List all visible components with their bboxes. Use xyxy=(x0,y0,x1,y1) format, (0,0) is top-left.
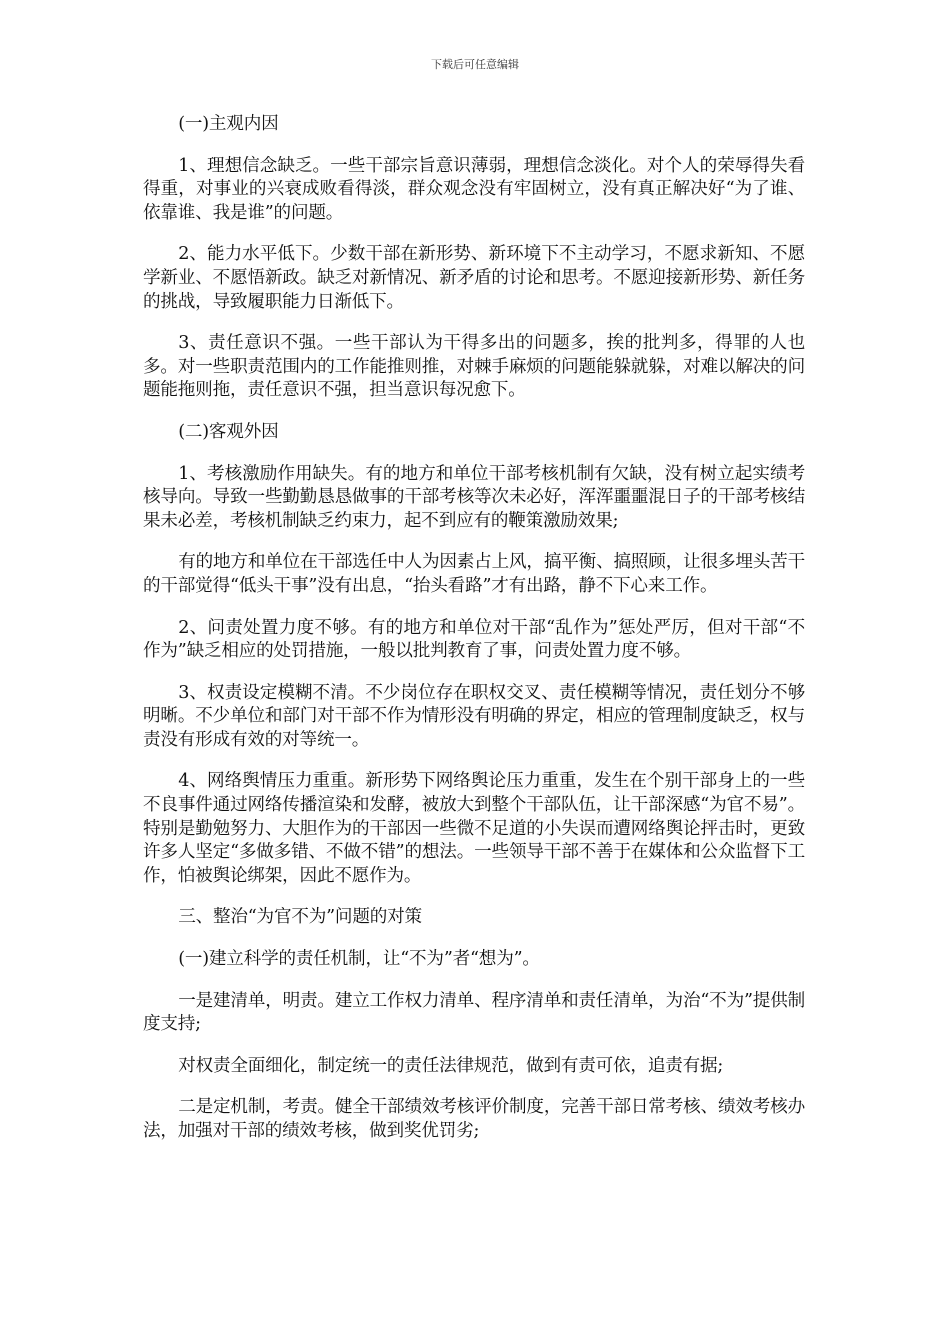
section-heading-subjective: (一)主观内因 xyxy=(178,114,279,134)
subsection-heading: (一)建立科学的责任机制，让“不为”者“想为”。 xyxy=(178,949,540,970)
section-heading-countermeasures: 三、整治“为官不为”问题的对策 xyxy=(178,907,422,928)
paragraph: 有的地方和单位在干部选任中人为因素占上风，搞平衡、搞照顾，让很多埋头苦干的干部觉得“低头干事”没有出息，“抬头看路”才有出路，静不下心来工作。 xyxy=(143,552,805,596)
paragraph: 3、权责设定模糊不清。不少岗位存在职权交叉、责任模糊等情况，责任划分不够明晰。不少单位和部门对干部不作为情形没有明确的界定，相应的管理制度缺乏，权与责没有形成有效的对等统一。 xyxy=(143,682,805,750)
paragraph: 3、责任意识不强。一些干部认为干得多出的问题多，挨的批判多，得罪的人也多。对一些职责范围内的工作能推则推，对棘手麻烦的问题能躲就躲，对难以解决的问题能拖则拖，责任意识不强，担当意识每况愈下。 xyxy=(143,333,805,401)
paragraph: 2、问责处置力度不够。有的地方和单位对干部“乱作为”惩处严厉，但对干部“不作为”缺乏相应的处罚措施，一般以批判教育了事，问责处置力度不够。 xyxy=(143,617,805,662)
paragraph: 1、考核激励作用缺失。有的地方和单位干部考核机制有欠缺，没有树立起实绩考核导向。导致一些勤勤恳恳做事的干部考核等次未必好，浑浑噩噩混日子的干部考核结果未必差，考核机制缺乏约束力，起不到应有的鞭策激励效果; xyxy=(143,463,805,531)
document-body xyxy=(143,113,805,1162)
paragraph: 2、能力水平低下。少数干部在新形势、新环境下不主动学习，不愿求新知、不愿学新业、不愿悟新政。缺乏对新情况、新矛盾的讨论和思考。不愿迎接新形势、新任务的挑战，导致履职能力日渐低下。 xyxy=(143,244,805,312)
page-header-note: 下载后可任意编辑 xyxy=(431,58,519,71)
paragraph: 1、理想信念缺乏。一些干部宗旨意识薄弱，理想信念淡化。对个人的荣辱得失看得重，对事业的兴衰成败看得淡，群众观念没有牢固树立，没有真正解决好“为了谁、依靠谁、我是谁”的问题。 xyxy=(143,155,805,223)
paragraph: 4、网络舆情压力重重。新形势下网络舆论压力重重，发生在个别干部身上的一些不良事件通过网络传播渲染和发酵，被放大到整个干部队伍，让干部深感“为官不易”。特别是勤勉努力、大胆作为的干部因一些微不足道的小失误而遭网络舆论抨击时，更致许多人坚定“多做多错、不做不错”的想法。一些领导干部不善于在媒体和公众监督下工作，怕被舆论绑架，因此不愿作为。 xyxy=(143,771,805,886)
paragraph: 一是建清单，明责。建立工作权力清单、程序清单和责任清单，为治“不为”提供制度支持; xyxy=(143,990,805,1035)
section-heading-objective: (二)客观外因 xyxy=(178,421,279,442)
paragraph: 二是定机制，考责。健全干部绩效考核评价制度，完善干部日常考核、绩效考核办法，加强对干部的绩效考核，做到奖优罚劣; xyxy=(143,1097,805,1141)
paragraph: 对权责全面细化，制定统一的责任法律规范，做到有责可依，追责有据; xyxy=(178,1055,724,1076)
